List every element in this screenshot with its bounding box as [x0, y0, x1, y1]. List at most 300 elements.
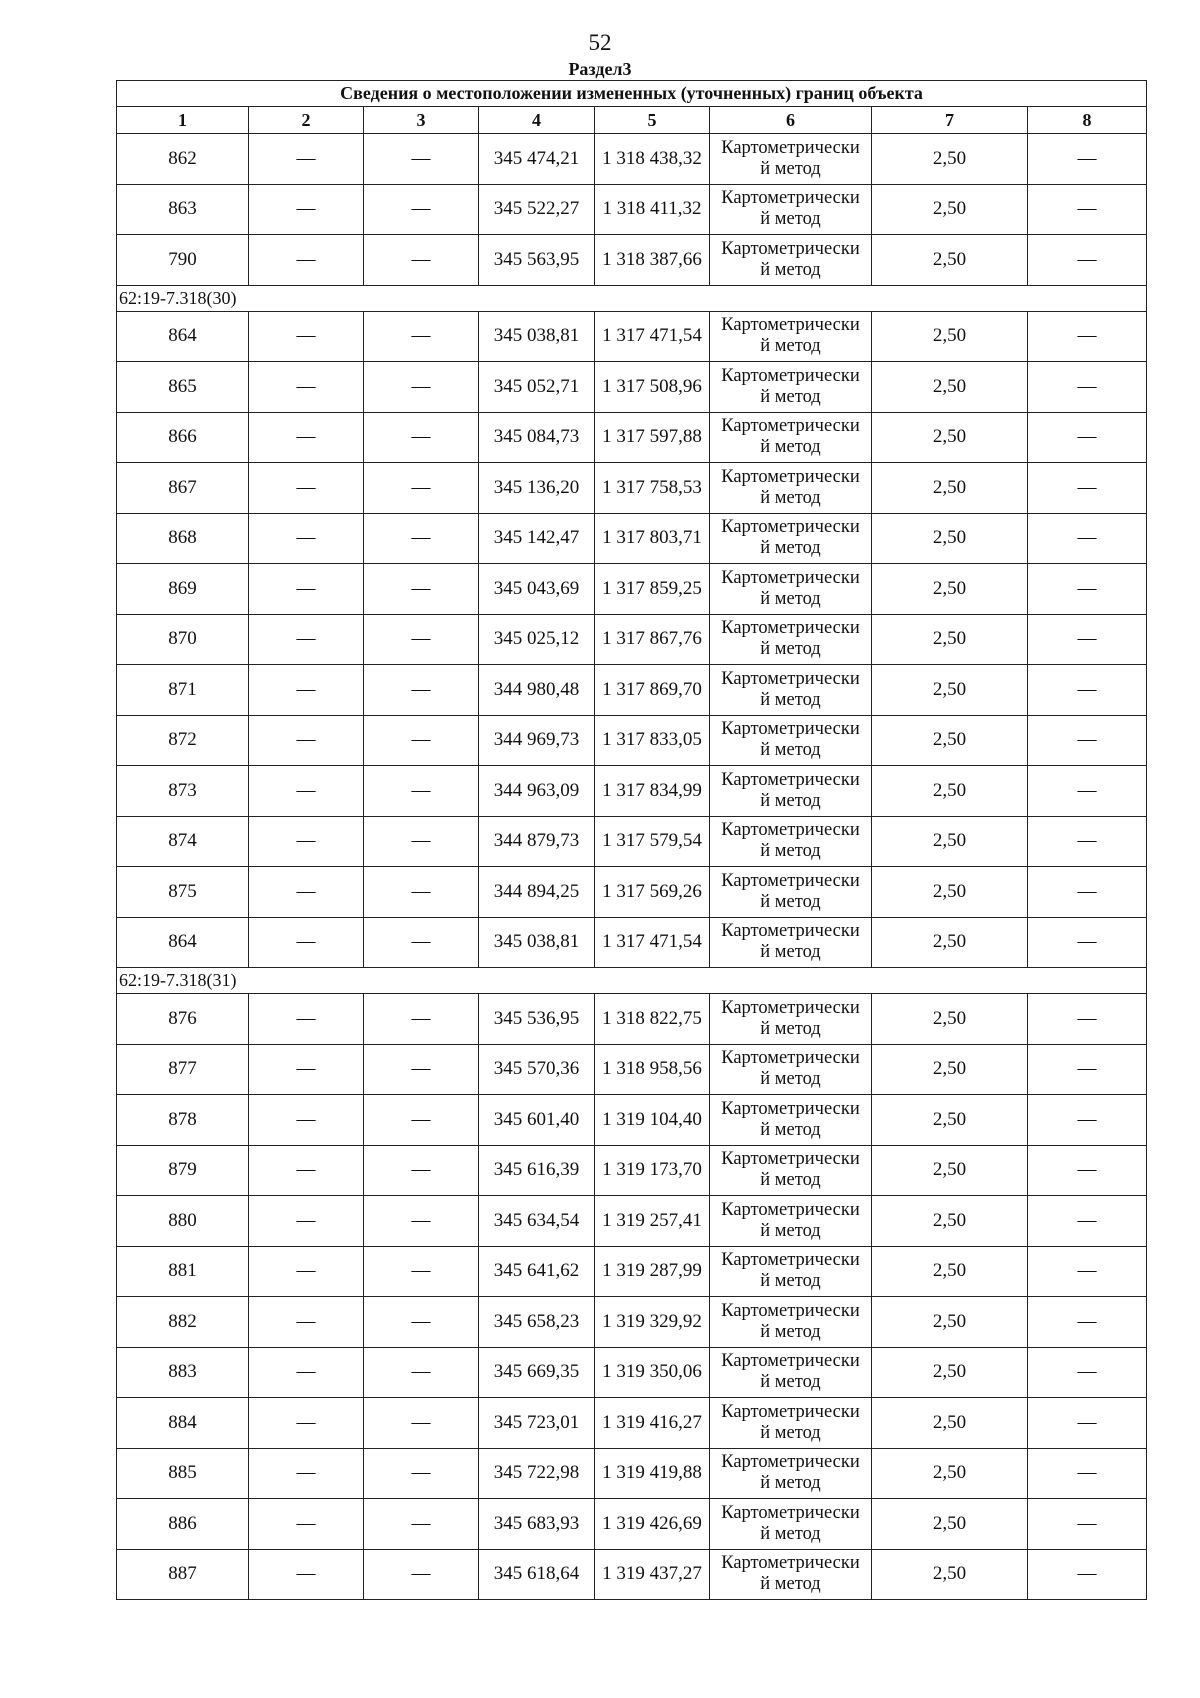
x-coordinate-cell: 345 683,93	[479, 1499, 595, 1550]
method-text-line-1: Картометрически	[721, 997, 860, 1018]
column-2-cell: —	[249, 1095, 364, 1146]
column-2-cell: —	[249, 867, 364, 918]
point-number-cell: 877	[117, 1044, 249, 1095]
y-coordinate-cell: 1 317 833,05	[595, 715, 710, 766]
method-text-line-2: й метод	[760, 639, 821, 660]
x-coordinate-cell: 345 136,20	[479, 463, 595, 514]
table-caption-row	[117, 81, 1147, 107]
method-text-line-1: Картометрически	[721, 820, 860, 841]
method-text-line-2: й метод	[760, 1069, 821, 1090]
method-text-line-2: й метод	[760, 1119, 821, 1140]
point-number-cell: 863	[117, 184, 249, 235]
column-2-cell: —	[249, 235, 364, 286]
column-number-5: 5	[595, 107, 710, 134]
y-coordinate-cell: 1 319 350,06	[595, 1347, 710, 1398]
column-3-cell: —	[364, 1196, 479, 1247]
y-coordinate-cell: 1 317 579,54	[595, 816, 710, 867]
method-cell	[710, 816, 872, 867]
column-3-cell: —	[364, 917, 479, 968]
method-text-line-2: й метод	[760, 209, 821, 230]
column-3-cell: —	[364, 513, 479, 564]
table-row	[117, 1044, 1147, 1095]
column-8-cell: —	[1028, 235, 1147, 286]
method-text-line-1: Картометрически	[721, 921, 860, 942]
point-number-cell: 864	[117, 917, 249, 968]
point-number-cell: 873	[117, 766, 249, 817]
column-2-cell: —	[249, 994, 364, 1045]
column-2-cell: —	[249, 614, 364, 665]
method-text-line-2: й метод	[760, 1271, 821, 1292]
accuracy-cell: 2,50	[872, 235, 1028, 286]
column-2-cell: —	[249, 463, 364, 514]
method-text-line-1: Картометрически	[721, 1250, 860, 1271]
column-2-cell: —	[249, 1044, 364, 1095]
column-2-cell: —	[249, 816, 364, 867]
method-text-line-1: Картометрически	[721, 618, 860, 639]
method-text-line-1: Картометрически	[721, 517, 860, 538]
table-row	[117, 184, 1147, 235]
column-2-cell: —	[249, 1549, 364, 1600]
accuracy-cell: 2,50	[872, 513, 1028, 564]
point-number-cell: 878	[117, 1095, 249, 1146]
column-2-cell: —	[249, 134, 364, 185]
x-coordinate-cell: 344 980,48	[479, 665, 595, 716]
column-3-cell: —	[364, 715, 479, 766]
method-cell	[710, 1499, 872, 1550]
method-text-line-1: Картометрически	[721, 1351, 860, 1372]
column-2-cell: —	[249, 766, 364, 817]
y-coordinate-cell: 1 317 859,25	[595, 564, 710, 615]
method-cell	[710, 1347, 872, 1398]
x-coordinate-cell: 345 084,73	[479, 412, 595, 463]
method-text-line-2: й метод	[760, 1473, 821, 1494]
point-number-cell: 880	[117, 1196, 249, 1247]
y-coordinate-cell: 1 318 387,66	[595, 235, 710, 286]
x-coordinate-cell: 345 038,81	[479, 917, 595, 968]
column-3-cell: —	[364, 1145, 479, 1196]
point-number-cell: 874	[117, 816, 249, 867]
column-3-cell: —	[364, 184, 479, 235]
point-number-cell: 867	[117, 463, 249, 514]
x-coordinate-cell: 345 658,23	[479, 1297, 595, 1348]
column-2-cell: —	[249, 412, 364, 463]
x-coordinate-cell: 345 722,98	[479, 1448, 595, 1499]
method-cell	[710, 235, 872, 286]
accuracy-cell: 2,50	[872, 1044, 1028, 1095]
y-coordinate-cell: 1 317 758,53	[595, 463, 710, 514]
method-text-line-1: Картометрически	[721, 870, 860, 891]
accuracy-cell: 2,50	[872, 1499, 1028, 1550]
method-text-line-2: й метод	[760, 1170, 821, 1191]
method-text-line-1: Картометрически	[721, 466, 860, 487]
x-coordinate-cell: 345 618,64	[479, 1549, 595, 1600]
point-number-cell: 872	[117, 715, 249, 766]
method-text-line-2: й метод	[760, 740, 821, 761]
accuracy-cell: 2,50	[872, 412, 1028, 463]
column-2-cell: —	[249, 564, 364, 615]
method-text-line-2: й метод	[760, 158, 821, 179]
table-row	[117, 311, 1147, 362]
x-coordinate-cell: 344 879,73	[479, 816, 595, 867]
point-number-cell: 868	[117, 513, 249, 564]
column-3-cell: —	[364, 1044, 479, 1095]
point-number-cell: 885	[117, 1448, 249, 1499]
column-2-cell: —	[249, 1297, 364, 1348]
x-coordinate-cell: 345 052,71	[479, 362, 595, 413]
column-8-cell: —	[1028, 1196, 1147, 1247]
column-3-cell: —	[364, 1549, 479, 1600]
column-number-3: 3	[364, 107, 479, 134]
method-text-line-2: й метод	[760, 1574, 821, 1595]
point-number-cell: 790	[117, 235, 249, 286]
y-coordinate-cell: 1 318 438,32	[595, 134, 710, 185]
x-coordinate-cell: 345 536,95	[479, 994, 595, 1045]
column-2-cell: —	[249, 513, 364, 564]
y-coordinate-cell: 1 317 569,26	[595, 867, 710, 918]
x-coordinate-cell: 345 641,62	[479, 1246, 595, 1297]
table-row	[117, 665, 1147, 716]
accuracy-cell: 2,50	[872, 311, 1028, 362]
group-label: 62:19-7.318(30)	[117, 285, 1147, 311]
method-text-line-1: Картометрически	[721, 1452, 860, 1473]
table-row	[117, 1297, 1147, 1348]
y-coordinate-cell: 1 319 426,69	[595, 1499, 710, 1550]
column-8-cell: —	[1028, 816, 1147, 867]
x-coordinate-cell: 345 570,36	[479, 1044, 595, 1095]
method-cell	[710, 917, 872, 968]
coordinates-table	[116, 80, 1147, 1600]
column-8-cell: —	[1028, 134, 1147, 185]
method-text-line-1: Картометрически	[721, 1199, 860, 1220]
y-coordinate-cell: 1 317 867,76	[595, 614, 710, 665]
table-row	[117, 235, 1147, 286]
method-text-line-1: Картометрически	[721, 238, 860, 259]
point-number-cell: 881	[117, 1246, 249, 1297]
y-coordinate-cell: 1 319 416,27	[595, 1398, 710, 1449]
column-3-cell: —	[364, 412, 479, 463]
accuracy-cell: 2,50	[872, 867, 1028, 918]
y-coordinate-cell: 1 317 834,99	[595, 766, 710, 817]
method-text-line-2: й метод	[760, 1321, 821, 1342]
method-cell	[710, 1246, 872, 1297]
method-text-line-1: Картометрически	[721, 315, 860, 336]
x-coordinate-cell: 345 038,81	[479, 311, 595, 362]
column-2-cell: —	[249, 1448, 364, 1499]
column-2-cell: —	[249, 1246, 364, 1297]
method-cell	[710, 1297, 872, 1348]
y-coordinate-cell: 1 319 173,70	[595, 1145, 710, 1196]
accuracy-cell: 2,50	[872, 463, 1028, 514]
column-2-cell: —	[249, 1398, 364, 1449]
column-3-cell: —	[364, 1448, 479, 1499]
column-numbers-row	[117, 107, 1147, 134]
method-text-line-1: Картометрически	[721, 1401, 860, 1422]
point-number-cell: 884	[117, 1398, 249, 1449]
column-8-cell: —	[1028, 1398, 1147, 1449]
method-text-line-1: Картометрически	[721, 668, 860, 689]
table-row	[117, 917, 1147, 968]
column-3-cell: —	[364, 665, 479, 716]
accuracy-cell: 2,50	[872, 1297, 1028, 1348]
column-2-cell: —	[249, 1145, 364, 1196]
method-cell	[710, 1398, 872, 1449]
method-text-line-1: Картометрически	[721, 1098, 860, 1119]
method-text-line-2: й метод	[760, 891, 821, 912]
table-row	[117, 513, 1147, 564]
method-cell	[710, 412, 872, 463]
column-8-cell: —	[1028, 1499, 1147, 1550]
y-coordinate-cell: 1 319 419,88	[595, 1448, 710, 1499]
column-8-cell: —	[1028, 1297, 1147, 1348]
column-8-cell: —	[1028, 994, 1147, 1045]
column-8-cell: —	[1028, 1347, 1147, 1398]
method-cell	[710, 564, 872, 615]
method-cell	[710, 867, 872, 918]
y-coordinate-cell: 1 317 471,54	[595, 917, 710, 968]
table-body	[117, 134, 1147, 1600]
method-cell	[710, 614, 872, 665]
table-row	[117, 1095, 1147, 1146]
column-2-cell: —	[249, 184, 364, 235]
column-2-cell: —	[249, 362, 364, 413]
table-row	[117, 1499, 1147, 1550]
accuracy-cell: 2,50	[872, 917, 1028, 968]
column-8-cell: —	[1028, 614, 1147, 665]
column-3-cell: —	[364, 235, 479, 286]
method-text-line-2: й метод	[760, 841, 821, 862]
x-coordinate-cell: 345 142,47	[479, 513, 595, 564]
method-cell	[710, 362, 872, 413]
point-number-cell: 871	[117, 665, 249, 716]
y-coordinate-cell: 1 317 597,88	[595, 412, 710, 463]
table-row	[117, 1549, 1147, 1600]
method-text-line-1: Картометрически	[721, 567, 860, 588]
y-coordinate-cell: 1 317 869,70	[595, 665, 710, 716]
method-text-line-1: Картометрически	[721, 1300, 860, 1321]
method-cell	[710, 1448, 872, 1499]
x-coordinate-cell: 345 634,54	[479, 1196, 595, 1247]
column-number-4: 4	[479, 107, 595, 134]
column-8-cell: —	[1028, 1145, 1147, 1196]
method-text-line-1: Картометрически	[721, 416, 860, 437]
table-row	[117, 463, 1147, 514]
method-cell	[710, 1196, 872, 1247]
table-row	[117, 362, 1147, 413]
accuracy-cell: 2,50	[872, 362, 1028, 413]
column-8-cell: —	[1028, 311, 1147, 362]
method-text-line-1: Картометрически	[721, 1553, 860, 1574]
page-number: 52	[588, 30, 612, 55]
method-text-line-2: й метод	[760, 336, 821, 357]
y-coordinate-cell: 1 319 287,99	[595, 1246, 710, 1297]
method-cell	[710, 1095, 872, 1146]
column-number-1: 1	[117, 107, 249, 134]
column-8-cell: —	[1028, 463, 1147, 514]
column-8-cell: —	[1028, 564, 1147, 615]
point-number-cell: 866	[117, 412, 249, 463]
column-number-6: 6	[710, 107, 872, 134]
method-text-line-1: Картометрически	[721, 188, 860, 209]
table-row	[117, 1246, 1147, 1297]
x-coordinate-cell: 345 601,40	[479, 1095, 595, 1146]
column-3-cell: —	[364, 1095, 479, 1146]
column-3-cell: —	[364, 867, 479, 918]
table-row	[117, 412, 1147, 463]
accuracy-cell: 2,50	[872, 1549, 1028, 1600]
column-3-cell: —	[364, 766, 479, 817]
column-3-cell: —	[364, 1398, 479, 1449]
method-cell	[710, 184, 872, 235]
table-row	[117, 1347, 1147, 1398]
accuracy-cell: 2,50	[872, 614, 1028, 665]
table-row	[117, 134, 1147, 185]
column-2-cell: —	[249, 1196, 364, 1247]
column-2-cell: —	[249, 665, 364, 716]
accuracy-cell: 2,50	[872, 766, 1028, 817]
method-text-line-2: й метод	[760, 386, 821, 407]
accuracy-cell: 2,50	[872, 1398, 1028, 1449]
x-coordinate-cell: 345 043,69	[479, 564, 595, 615]
table-row	[117, 766, 1147, 817]
method-text-line-1: Картометрически	[721, 1149, 860, 1170]
column-number-2: 2	[249, 107, 364, 134]
method-text-line-2: й метод	[760, 588, 821, 609]
method-cell	[710, 766, 872, 817]
x-coordinate-cell: 345 616,39	[479, 1145, 595, 1196]
point-number-cell: 870	[117, 614, 249, 665]
point-number-cell: 875	[117, 867, 249, 918]
section-title: Раздел3	[568, 59, 632, 79]
method-text-line-2: й метод	[760, 1220, 821, 1241]
column-8-cell: —	[1028, 1044, 1147, 1095]
column-number-8: 8	[1028, 107, 1147, 134]
method-text-line-2: й метод	[760, 259, 821, 280]
y-coordinate-cell: 1 317 508,96	[595, 362, 710, 413]
table-row	[117, 564, 1147, 615]
column-8-cell: —	[1028, 715, 1147, 766]
accuracy-cell: 2,50	[872, 665, 1028, 716]
column-3-cell: —	[364, 463, 479, 514]
method-text-line-2: й метод	[760, 1422, 821, 1443]
method-cell	[710, 513, 872, 564]
column-8-cell: —	[1028, 1246, 1147, 1297]
column-8-cell: —	[1028, 184, 1147, 235]
table-row	[117, 816, 1147, 867]
y-coordinate-cell: 1 318 958,56	[595, 1044, 710, 1095]
accuracy-cell: 2,50	[872, 1448, 1028, 1499]
column-2-cell: —	[249, 917, 364, 968]
point-number-cell: 869	[117, 564, 249, 615]
table-row	[117, 1196, 1147, 1247]
x-coordinate-cell: 345 474,21	[479, 134, 595, 185]
method-text-line-2: й метод	[760, 942, 821, 963]
method-cell	[710, 134, 872, 185]
method-cell	[710, 1044, 872, 1095]
method-cell	[710, 665, 872, 716]
group-label: 62:19-7.318(31)	[117, 968, 1147, 994]
point-number-cell: 879	[117, 1145, 249, 1196]
method-cell	[710, 463, 872, 514]
method-cell	[710, 715, 872, 766]
y-coordinate-cell: 1 318 411,32	[595, 184, 710, 235]
column-2-cell: —	[249, 1499, 364, 1550]
y-coordinate-cell: 1 317 471,54	[595, 311, 710, 362]
table-caption: Сведения о местоположении измененных (уточненных) границ объекта	[117, 81, 1147, 107]
method-text-line-2: й метод	[760, 1523, 821, 1544]
method-text-line-2: й метод	[760, 487, 821, 508]
column-8-cell: —	[1028, 1549, 1147, 1600]
x-coordinate-cell: 345 025,12	[479, 614, 595, 665]
x-coordinate-cell: 344 894,25	[479, 867, 595, 918]
x-coordinate-cell: 345 723,01	[479, 1398, 595, 1449]
accuracy-cell: 2,50	[872, 816, 1028, 867]
method-text-line-1: Картометрически	[721, 719, 860, 740]
method-text-line-2: й метод	[760, 538, 821, 559]
accuracy-cell: 2,50	[872, 994, 1028, 1045]
column-3-cell: —	[364, 564, 479, 615]
point-number-cell: 876	[117, 994, 249, 1045]
column-8-cell: —	[1028, 917, 1147, 968]
method-text-line-1: Картометрически	[721, 1048, 860, 1069]
accuracy-cell: 2,50	[872, 1246, 1028, 1297]
y-coordinate-cell: 1 319 257,41	[595, 1196, 710, 1247]
y-coordinate-cell: 1 317 803,71	[595, 513, 710, 564]
accuracy-cell: 2,50	[872, 1145, 1028, 1196]
x-coordinate-cell: 344 963,09	[479, 766, 595, 817]
y-coordinate-cell: 1 319 329,92	[595, 1297, 710, 1348]
column-3-cell: —	[364, 614, 479, 665]
accuracy-cell: 2,50	[872, 564, 1028, 615]
accuracy-cell: 2,50	[872, 1347, 1028, 1398]
table-row	[117, 715, 1147, 766]
method-text-line-2: й метод	[760, 790, 821, 811]
column-3-cell: —	[364, 994, 479, 1045]
column-8-cell: —	[1028, 867, 1147, 918]
point-number-cell: 864	[117, 311, 249, 362]
column-3-cell: —	[364, 1499, 479, 1550]
column-3-cell: —	[364, 362, 479, 413]
column-2-cell: —	[249, 311, 364, 362]
method-text-line-2: й метод	[760, 437, 821, 458]
y-coordinate-cell: 1 319 104,40	[595, 1095, 710, 1146]
table-row	[117, 614, 1147, 665]
point-number-cell: 882	[117, 1297, 249, 1348]
column-2-cell: —	[249, 715, 364, 766]
table-row	[117, 867, 1147, 918]
column-8-cell: —	[1028, 513, 1147, 564]
accuracy-cell: 2,50	[872, 1095, 1028, 1146]
method-text-line-1: Картометрически	[721, 1502, 860, 1523]
method-cell	[710, 1549, 872, 1600]
accuracy-cell: 2,50	[872, 1196, 1028, 1247]
column-8-cell: —	[1028, 412, 1147, 463]
x-coordinate-cell: 345 522,27	[479, 184, 595, 235]
accuracy-cell: 2,50	[872, 184, 1028, 235]
point-number-cell: 887	[117, 1549, 249, 1600]
y-coordinate-cell: 1 319 437,27	[595, 1549, 710, 1600]
x-coordinate-cell: 345 669,35	[479, 1347, 595, 1398]
point-number-cell: 886	[117, 1499, 249, 1550]
column-8-cell: —	[1028, 1448, 1147, 1499]
accuracy-cell: 2,50	[872, 715, 1028, 766]
column-8-cell: —	[1028, 665, 1147, 716]
y-coordinate-cell: 1 318 822,75	[595, 994, 710, 1045]
method-text-line-1: Картометрически	[721, 365, 860, 386]
point-number-cell: 862	[117, 134, 249, 185]
group-header-row	[117, 285, 1147, 311]
column-2-cell: —	[249, 1347, 364, 1398]
column-3-cell: —	[364, 1246, 479, 1297]
